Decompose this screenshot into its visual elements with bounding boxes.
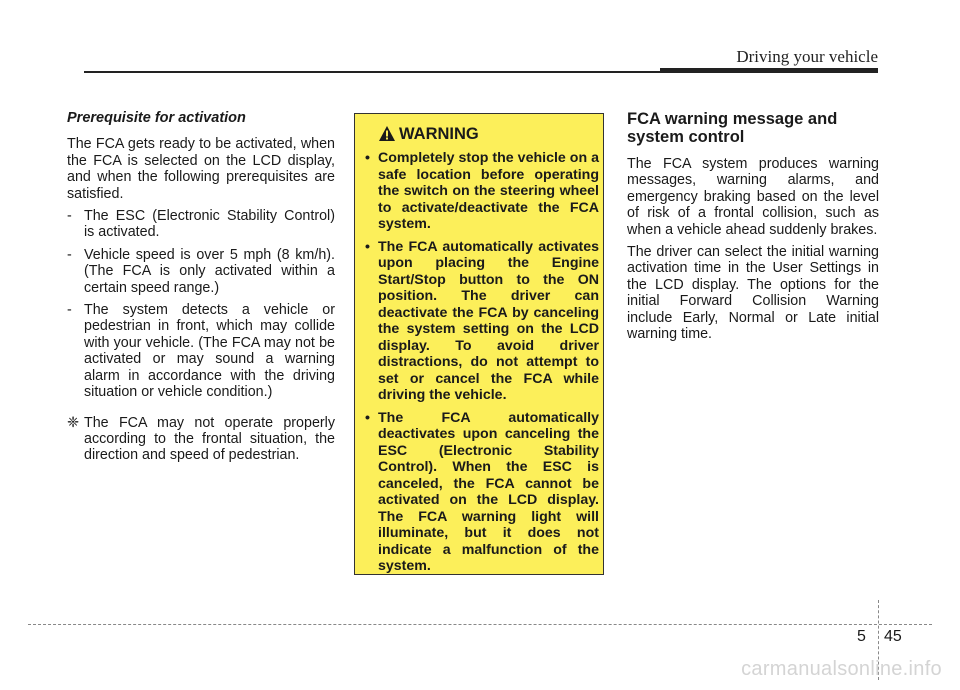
warning-triangle-icon [379,126,395,146]
note [67,415,335,464]
list-item: - Vehicle speed is over 5 mph (8 km/h). (The FCA is only activated within a certain speed range.) [67,246,335,296]
bullet-marker: • [365,238,370,255]
bullet-marker: • [365,150,370,166]
bullet-marker: • [365,409,370,426]
list-item: • Completely stop the vehicle on a safe location before operating the switch on the steering wheel to activate/deactivate the FCA system. [365,150,599,232]
dash-marker: - [67,302,72,319]
dash-marker: - [67,246,72,263]
header-rule-accent [660,68,878,73]
paragraph: The FCA system produces warning messages, warning alarms, and emergency braking based on the level of risk of a frontal collision, such as when a vehicle ahead suddenly brakes. [627,156,879,238]
warning-list [365,150,599,581]
note-icon: ❈ [67,414,79,431]
page-number: 45 [884,628,902,645]
list-item: • The FCA automatically deactivates upon canceling the ESC (Electronic Stability Control). When the ESC is canceled, the FCA cannot be activated on the LCD display. The FCA warning light will illuminate, but it does not indicate a malfunction of the system. [365,409,599,574]
fca-message-section [627,110,879,348]
list-item: - The system detects a vehicle or pedestrian in front, which may collide with your vehicle. (The FCA may not be activated or may sound a warning alarm in accordance with the driving situation or vehicle condition.) [67,302,335,401]
list-item: - The ESC (Electronic Stability Control) is activated. [67,208,335,241]
list-item: • The FCA automatically activates upon placing the Engine Start/Stop button to the ON position. The driver can deactivate the FCA by canceling the system setting on the LCD display. To avoid driver distractions, do not attempt to set or cancel the FCA while driving the vehicle. [365,238,599,403]
warning-box [354,113,604,575]
footer-rule [28,624,932,625]
paragraph: The driver can select the initial warning activation time in the User Settings in the LCD display. The options for the initial Forward Collision Warning include Early, Normal or Late initial warning time. [627,244,879,343]
note-text: The FCA may not operate properly according to the frontal situation, the direction and speed of pedestrian. [84,414,335,464]
chapter-number: 5 [857,628,866,645]
header-rule [84,71,660,73]
watermark: carmanualsonline.info [741,658,942,680]
running-header: Driving your vehicle [736,47,878,66]
warning-heading [379,125,479,146]
warning-title: WARNING [399,125,479,143]
prerequisite-intro: The FCA gets ready to be activated, when the FCA is selected on the LCD display, and when the following prerequisites are satisfied. [67,136,335,202]
dash-marker: - [67,208,72,225]
prerequisite-list [67,208,335,400]
section-heading: FCA warning message and system control [627,110,838,146]
prerequisite-section [67,110,335,464]
prerequisite-subheading: Prerequisite for activation [67,110,246,126]
